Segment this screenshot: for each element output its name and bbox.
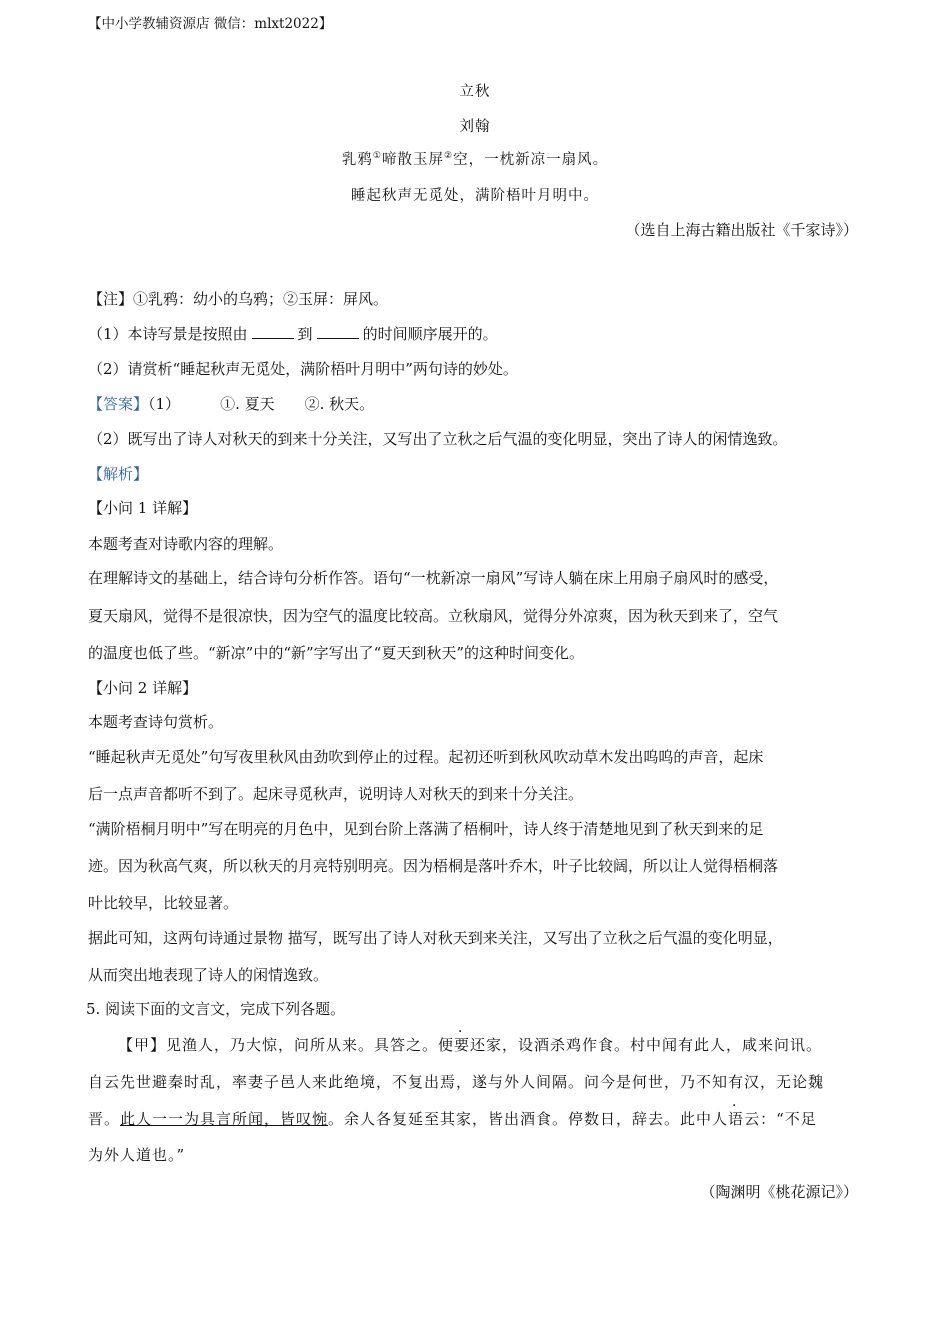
sub2-paragraph-line-3: 后一点声音都听不到了。起床寻觅秋声，说明诗人对秋天的到来十分关注。 bbox=[88, 785, 584, 803]
sub2-paragraph-line-6: 叶比较早，比较显著。 bbox=[88, 894, 239, 912]
answer-blank-2 bbox=[317, 324, 359, 339]
poem-line-1 bbox=[0, 150, 950, 170]
sub1-paragraph-line-3: 夏天扇风，觉得不是很凉快，因为空气的温度比较高。立秋扇风，觉得分外凉爽，因为秋天到来了，空气 bbox=[88, 607, 779, 625]
question-5-heading: 5. 阅读下面的文言文，完成下列各题。 bbox=[86, 1000, 346, 1018]
poem-line-2: 睡起秋声无觅处，满阶梧叶月明中。 bbox=[351, 188, 599, 204]
passage-line-4: 为外人道也。” bbox=[88, 1146, 186, 1164]
passage-line-1 bbox=[118, 1035, 822, 1055]
answer-line-1 bbox=[88, 394, 374, 414]
sub2-paragraph-line-2: “睡起秋声无觅处”句写夜里秋风由劲吹到停止的过程。起初还听到秋风吹动草木发出呜呜的声音，起床 bbox=[88, 748, 764, 766]
sub2-paragraph-line-1: 本题考查诗句赏析。 bbox=[88, 713, 224, 731]
poem-line-1-part-a: 乳鸦 bbox=[341, 152, 373, 168]
passage-line-3 bbox=[88, 1109, 817, 1129]
passage-line-2: 自云先世避秦时乱，率妻子邑人来此绝境，不复出焉，遂与外人间隔。问今是何世，乃不知有汉，无论魏 bbox=[88, 1073, 825, 1091]
dotted-character-yu: 语 bbox=[728, 1110, 745, 1128]
answer-1-option-b: ②. 秋天。 bbox=[304, 395, 375, 413]
poem-author: 刘翰 bbox=[459, 119, 491, 135]
passage-line-3-b: 。余人各复延至其家，皆出酒食。停数日，辞去。此中人 bbox=[328, 1110, 729, 1128]
answer-line-2: （2）既写出了诗人对秋天的到来十分关注，又写出了立秋之后气温的变化明显，突出了诗人的闲情逸致。 bbox=[88, 430, 788, 448]
sub1-paragraph-line-2: 在理解诗文的基础上，结合诗句分析作答。语句“一枕新凉一扇风”写诗人躺在床上用扇子扇风时的感受， bbox=[88, 569, 779, 587]
sub1-paragraph-line-1: 本题考查对诗歌内容的理解。 bbox=[88, 535, 284, 553]
header-watermark: 【中小学教辅资源店 微信：mlxt2022】 bbox=[88, 16, 333, 32]
question-1-connector: 到 bbox=[297, 325, 313, 343]
sub2-paragraph-line-7: 据此可知，这两句诗通过景物 描写，既写出了诗人对秋天到来关注，又写出了立秋之后气温的变化明显， bbox=[88, 929, 783, 947]
answer-label: 【答案】 bbox=[88, 395, 149, 413]
poem-note: 【注】①乳鸦：幼小的乌鸦；②玉屏：屏风。 bbox=[88, 290, 389, 308]
answer-1-number: （1） bbox=[148, 395, 181, 413]
footnote-marker-2: ② bbox=[444, 151, 454, 162]
question-1 bbox=[88, 324, 498, 344]
answer-blank-1 bbox=[252, 324, 294, 339]
question-1-prefix: （1）本诗写景是按照由 bbox=[88, 325, 248, 343]
poem-title: 立秋 bbox=[459, 84, 491, 100]
sub-question-1-title: 【小问 1 详解】 bbox=[88, 499, 198, 517]
sub1-paragraph-line-4: 的温度也低了些。“新凉”中的“新”字写出了“夏天到秋天”的这种时间变化。 bbox=[88, 644, 585, 662]
poem-line-1-part-b: 啼散玉屏 bbox=[382, 152, 444, 168]
passage-line-1-a: 【甲】见渔人，乃大惊，问所从来。具答之。便 bbox=[118, 1036, 455, 1054]
answer-1-option-a: ①. 夏天 bbox=[220, 395, 275, 413]
analysis-label: 【解析】 bbox=[88, 465, 149, 483]
dotted-character-yao: 要 bbox=[454, 1036, 471, 1054]
poem-source: （选自上海古籍出版社《千家诗》） bbox=[625, 221, 858, 239]
sub2-paragraph-line-5: 迹。因为秋高气爽，所以秋天的月亮特别明亮。因为梧桐是落叶乔木，叶子比较阔，所以让人觉得梧桐落 bbox=[88, 857, 779, 875]
passage-line-1-b: 还家，设酒杀鸡作食。村中闻有此人，咸来问讯。 bbox=[470, 1036, 823, 1054]
passage-source: （陶渊明《桃花源记》） bbox=[700, 1183, 858, 1201]
question-2: （2）请赏析“睡起秋声无觅处，满阶梧叶月明中”两句诗的妙处。 bbox=[88, 360, 518, 378]
poem-line-1-part-c: 空，一枕新凉一扇风。 bbox=[453, 152, 609, 168]
sub2-paragraph-line-8: 从而突出地表现了诗人的闲情逸致。 bbox=[88, 966, 329, 984]
passage-line-3-a: 晋。 bbox=[88, 1110, 121, 1128]
footnote-marker-1: ① bbox=[372, 151, 382, 162]
sub-question-2-title: 【小问 2 详解】 bbox=[88, 679, 198, 697]
underlined-sentence: 此人一一为具言所闻，皆叹惋 bbox=[120, 1110, 329, 1128]
question-1-suffix: 的时间顺序展开的。 bbox=[362, 325, 498, 343]
sub2-paragraph-line-4: “满阶梧桐月明中”写在明亮的月色中，见到台阶上落满了梧桐叶，诗人终于清楚地见到了秋天到来的足 bbox=[88, 820, 764, 838]
passage-line-3-c: 云：“不足 bbox=[744, 1110, 817, 1128]
